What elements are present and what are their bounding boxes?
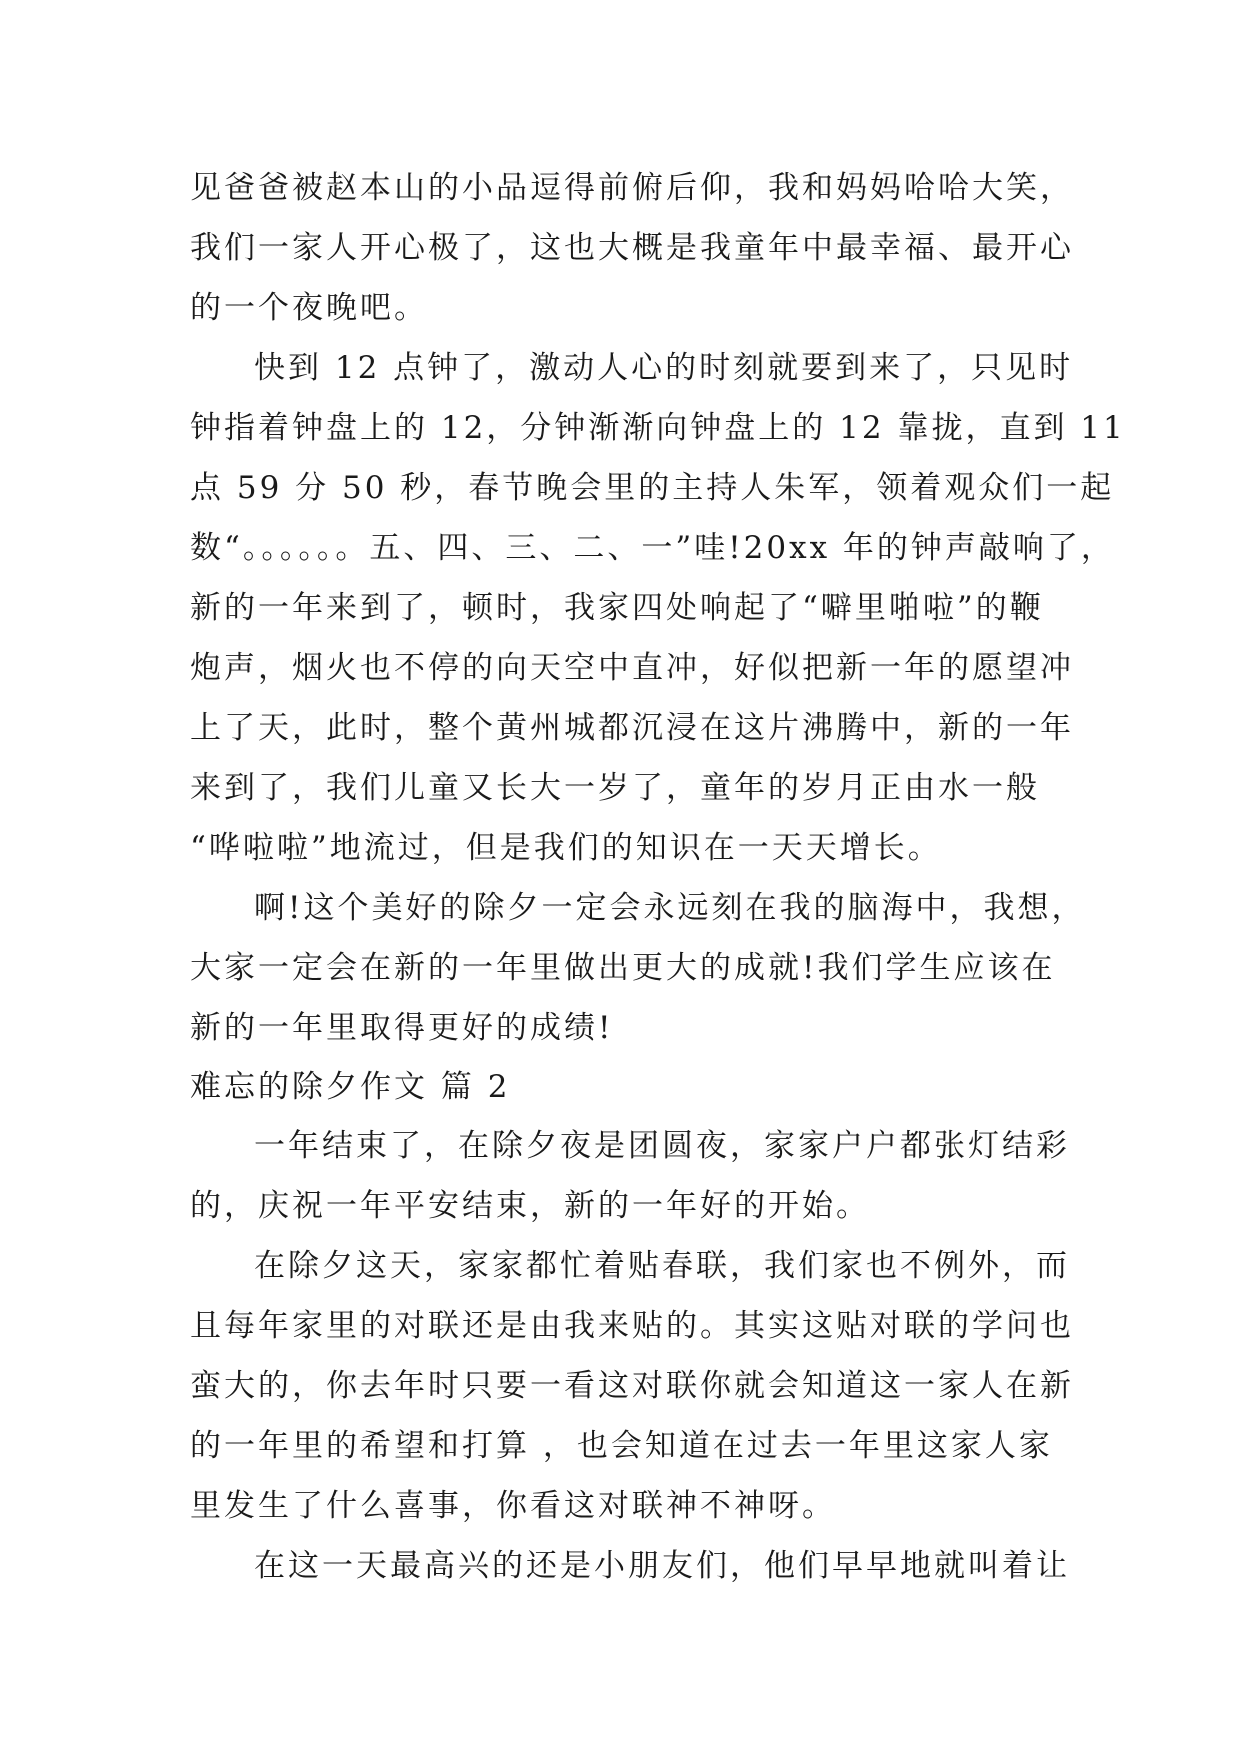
text-line: 蛮大的，你去年时只要一看这对联你就会知道这一家人在新	[190, 1368, 1074, 1404]
text-line: 我们一家人开心极了，这也大概是我童年中最幸福、最开心	[190, 230, 1074, 266]
text-line: 快到 12 点钟了，激动人心的时刻就要到来了，只见时	[254, 350, 1074, 386]
text-line: 的一年里的希望和打算 ，也会知道在过去一年里这家人家	[190, 1428, 1053, 1464]
text-line: 新的一年里取得更好的成绩!	[190, 1010, 614, 1046]
text-line: 的一个夜晚吧。	[190, 290, 428, 326]
text-line: 的，庆祝一年平安结束，新的一年好的开始。	[190, 1188, 870, 1224]
document-page	[190, 158, 1126, 1596]
paragraph	[190, 878, 1086, 1058]
text-line: 数“。。。。。。五、四、三、二、一”哇!20xx 年的钟声敲响了，	[190, 530, 1115, 566]
text-line: “哗啦啦”地流过，但是我们的知识在一天天增长。	[190, 830, 942, 866]
text-line: 上了天，此时，整个黄州城都沉浸在这片沸腾中，新的一年	[190, 710, 1074, 746]
text-line: 在这一天最高兴的还是小朋友们，他们早早地就叫着让	[254, 1548, 1070, 1584]
text-line: 一年结束了，在除夕夜是团圆夜，家家户户都张灯结彩	[254, 1128, 1070, 1164]
text-line: 钟指着钟盘上的 12，分钟渐渐向钟盘上的 12 靠拢，直到 11	[190, 410, 1126, 446]
text-line: 里发生了什么喜事，你看这对联神不神呀。	[190, 1488, 836, 1524]
text-line: 见爸爸被赵本山的小品逗得前俯后仰，我和妈妈哈哈大笑，	[190, 170, 1074, 206]
paragraph	[190, 158, 1074, 338]
paragraph	[190, 1116, 1070, 1236]
text-line: 啊!这个美好的除夕一定会永远刻在我的脑海中，我想，	[254, 890, 1086, 926]
paragraph	[190, 1536, 1070, 1596]
text-line: 来到了，我们儿童又长大一岁了，童年的岁月正由水一般	[190, 770, 1040, 806]
text-line: 在除夕这天，家家都忙着贴春联，我们家也不例外，而	[254, 1248, 1070, 1284]
text-line: 且每年家里的对联还是由我来贴的。其实这贴对联的学问也	[190, 1308, 1074, 1344]
paragraph	[190, 1236, 1074, 1536]
text-line: 新的一年来到了，顿时，我家四处响起了“噼里啪啦”的鞭	[190, 590, 1044, 626]
text-line: 炮声，烟火也不停的向天空中直冲，好似把新一年的愿望冲	[190, 650, 1074, 686]
text-line: 点 59 分 50 秒，春节晚会里的主持人朱军，领着观众们一起	[190, 470, 1115, 506]
text-line: 大家一定会在新的一年里做出更大的成就!我们学生应该在	[190, 950, 1056, 986]
paragraph	[190, 338, 1126, 878]
section-heading: 难忘的除夕作文 篇 2	[190, 1069, 511, 1105]
